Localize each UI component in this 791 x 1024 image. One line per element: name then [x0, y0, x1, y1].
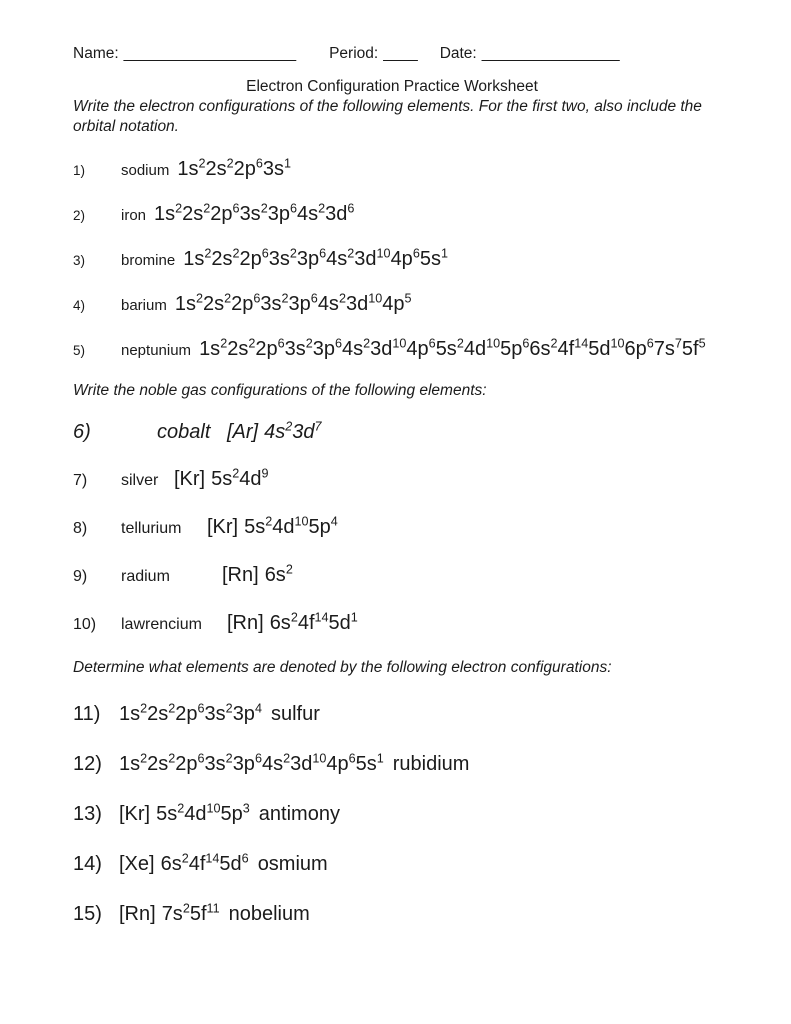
element-name: neptunium	[121, 342, 192, 359]
worksheet-item-2	[73, 201, 711, 229]
element-name: cobalt	[157, 420, 211, 443]
electron-configuration	[119, 903, 220, 925]
date-blank: ________________	[481, 45, 620, 62]
noble-gas-core: [Rn]	[222, 563, 259, 586]
item-number: 5)	[73, 343, 86, 358]
electron-configuration	[119, 803, 250, 825]
worksheet-item-3	[73, 246, 711, 274]
worksheet-item-5	[73, 336, 711, 364]
header	[73, 44, 711, 64]
item-number: 1)	[73, 163, 86, 178]
worksheet-item-15	[73, 901, 711, 928]
worksheet-item-12	[73, 751, 711, 778]
configuration-terms: $6s^24f^{14}5d^1$	[269, 609, 358, 634]
element-name: barium	[121, 297, 167, 314]
worksheet-item-8	[73, 514, 711, 542]
section-identify-elements	[73, 701, 711, 928]
electron-configuration	[227, 418, 322, 443]
electron-configuration: $1s^22s^22p^63s^23p^64s^23d^{10}4p^65s^1$	[119, 751, 384, 775]
electron-configuration: $1s^22s^22p^63s^23p^64s^23d^{10}4p^65s^1$	[183, 246, 448, 270]
worksheet-item-10	[73, 610, 711, 638]
noble-gas-core: [Kr]	[174, 467, 206, 490]
element-name: lawrencium	[121, 615, 202, 633]
item-number: 10)	[73, 615, 97, 633]
element-answer: rubidium	[392, 753, 470, 775]
electron-configuration: $1s^22s^22p^63s^1$	[177, 156, 292, 180]
item-number: 2)	[73, 208, 86, 223]
section1-instructions: Write the electron configurations of the following elements. For the first two, also include the orbital notation.	[73, 98, 702, 135]
item-number: 15)	[73, 903, 102, 925]
period-blank: ____	[383, 45, 418, 62]
worksheet-item-13	[73, 801, 711, 828]
noble-gas-core: [Ar]	[227, 420, 259, 443]
element-answer: antimony	[258, 803, 340, 825]
item-number: 11)	[73, 703, 101, 725]
electron-configuration: $1s^22s^22p^63s^23p^64s^23d^{10}4p^65s^24d^{10}5p^66s^24f^{14}5d^{10}6p^67s^75f^5$	[199, 336, 706, 360]
configuration-terms: $5s^24d^{10}5p^3$	[156, 801, 250, 825]
section-noble-gas-configurations	[73, 419, 711, 638]
electron-configuration	[174, 465, 269, 490]
noble-gas-core: [Kr]	[207, 515, 239, 538]
item-number: 6)	[73, 420, 91, 443]
electron-configuration: $1s^22s^22p^63s^23p^64s^23d^6$	[154, 201, 355, 225]
item-number: 14)	[73, 853, 102, 875]
item-number: 7)	[73, 471, 88, 489]
configuration-terms: $6s^24f^{14}5d^6$	[160, 851, 249, 875]
name-label: Name:	[73, 45, 119, 62]
configuration-terms: $5s^24d^{10}5p^4$	[244, 513, 338, 538]
element-name: sodium	[121, 162, 170, 179]
electron-configuration	[222, 561, 293, 586]
name-blank: ____________________	[123, 45, 297, 62]
section3-instructions: Determine what elements are denoted by the following electron configurations:	[73, 658, 612, 676]
element-name: iron	[121, 207, 147, 224]
element-name: radium	[121, 567, 170, 585]
electron-configuration	[119, 853, 249, 875]
electron-configuration	[207, 513, 338, 538]
worksheet-item-14	[73, 851, 711, 878]
configuration-terms: $6s^2$	[264, 561, 293, 586]
worksheet-item-9	[73, 562, 711, 590]
element-name: silver	[121, 471, 159, 489]
configuration-terms: $7s^25f^{11}$	[161, 901, 220, 925]
noble-gas-core: [Xe]	[119, 853, 155, 875]
electron-configuration: $1s^22s^22p^63s^23p^64s^23d^{10}4p^5$	[174, 291, 412, 315]
element-name: bromine	[121, 252, 176, 269]
item-number: 13)	[73, 803, 102, 825]
electron-configuration	[227, 609, 358, 634]
period-label: Period:	[329, 45, 379, 62]
worksheet-item-4	[73, 291, 711, 319]
element-answer: sulfur	[270, 703, 320, 725]
element-answer: nobelium	[228, 903, 310, 925]
date-label: Date:	[439, 45, 477, 62]
section2-instructions: Write the noble gas configurations of the following elements:	[73, 382, 487, 399]
worksheet-item-6	[73, 419, 711, 446]
element-name: tellurium	[121, 519, 182, 537]
item-number: 12)	[73, 753, 102, 775]
item-number: 9)	[73, 567, 88, 585]
noble-gas-core: [Rn]	[227, 611, 264, 634]
section-full-configurations	[73, 156, 711, 364]
configuration-terms: $5s^24d^9$	[211, 465, 269, 490]
noble-gas-core: [Kr]	[119, 803, 151, 825]
worksheet-item-7	[73, 466, 711, 494]
item-number: 3)	[73, 253, 86, 268]
worksheet-title: Electron Configuration Practice Worksheet	[246, 78, 538, 95]
electron-configuration: $1s^22s^22p^63s^23p^4$	[119, 701, 262, 725]
worksheet-item-1	[73, 156, 711, 184]
element-answer: osmium	[257, 853, 328, 875]
configuration-terms: $4s^23d^7$	[264, 418, 322, 443]
item-number: 8)	[73, 519, 88, 537]
item-number: 4)	[73, 298, 86, 313]
worksheet-item-11	[73, 701, 711, 728]
noble-gas-core: [Rn]	[119, 903, 156, 925]
